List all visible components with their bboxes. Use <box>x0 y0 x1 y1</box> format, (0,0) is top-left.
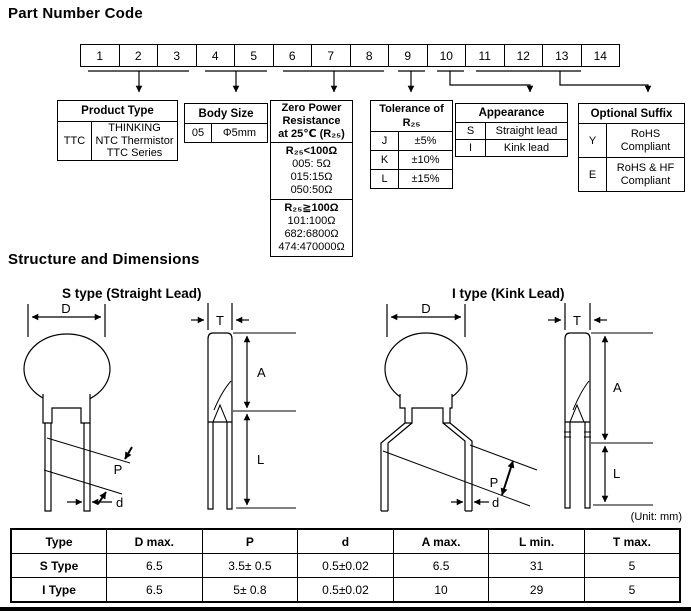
body-size-header: Body Size <box>185 104 267 124</box>
i-front-view <box>381 301 537 511</box>
optional-suffix-value: RoHS Compliant <box>620 127 671 153</box>
dim-table-cell: I Type <box>11 578 107 603</box>
dim-table-cell: 0.5±0.02 <box>298 578 394 603</box>
dim-table-cell: 3.5± 0.5 <box>202 554 298 578</box>
tolerance-value: ±15% <box>411 172 440 185</box>
part-code-digit: 6 <box>274 45 313 66</box>
dim-table-cell: 6.5 <box>107 578 203 603</box>
table-row <box>11 554 680 578</box>
appearance-box <box>455 103 568 157</box>
dim-table-header: A max. <box>393 529 489 554</box>
appearance-code: S <box>456 123 486 139</box>
appearance-row <box>456 122 567 139</box>
tolerance-header: Tolerance of R₂₅ <box>379 103 444 129</box>
tolerance-value: ±5% <box>414 134 437 147</box>
zero-power-item: 474:470000Ω <box>278 241 345 253</box>
dim-label-D: D <box>61 301 71 316</box>
section-title-structure-dimensions: Structure and Dimensions <box>8 251 200 268</box>
tolerance-code: L <box>371 170 399 188</box>
part-code-digit: 3 <box>158 45 197 66</box>
dim-table-header: L min. <box>489 529 585 554</box>
s-type-title: S type (Straight Lead) <box>62 286 202 301</box>
zero-power-low-section <box>271 143 352 199</box>
product-type-header: Product Type <box>58 101 177 122</box>
product-type-line: THINKING <box>108 122 161 135</box>
s-side-view <box>191 303 296 509</box>
dimension-drawings <box>0 280 691 515</box>
tolerance-row <box>371 131 452 150</box>
product-type-line: TTC Series <box>106 147 163 160</box>
section-title-part-number-code: Part Number Code <box>8 5 143 22</box>
table-row <box>11 578 680 603</box>
dim-label-A: A <box>613 380 622 395</box>
part-code-digit: 5 <box>235 45 274 66</box>
part-code-digit: 8 <box>351 45 390 66</box>
body-size-value: Φ5mm <box>222 126 257 139</box>
tolerance-row <box>371 150 452 169</box>
dim-label-d: d <box>116 495 124 510</box>
zero-power-high-title: R₂₅≧100Ω <box>284 202 339 214</box>
tolerance-code: K <box>371 151 399 169</box>
dim-table-cell: S Type <box>11 554 107 578</box>
part-code-digit: 9 <box>389 45 428 66</box>
optional-suffix-code: Y <box>579 124 607 157</box>
dim-label-L: L <box>257 452 265 467</box>
optional-suffix-value: RoHS & HF Compliant <box>616 161 675 187</box>
optional-suffix-header: Optional Suffix <box>590 107 673 120</box>
appearance-header: Appearance <box>478 107 545 119</box>
optional-suffix-row <box>579 123 684 157</box>
unit-note: (Unit: mm) <box>630 511 682 523</box>
appearance-value: Straight lead <box>495 124 558 137</box>
dim-label-L: L <box>613 466 621 481</box>
body-size-code: 05 <box>185 124 212 142</box>
product-type-code: TTC <box>58 122 92 160</box>
zero-power-item: 015:15Ω <box>290 171 333 183</box>
zero-power-item: 005: 5Ω <box>292 158 331 170</box>
page-bottom-rule <box>0 607 691 611</box>
zero-power-high-section <box>271 199 352 256</box>
dim-table-cell: 5 <box>584 554 680 578</box>
optional-suffix-code: E <box>579 158 607 191</box>
tolerance-row <box>371 169 452 188</box>
optional-suffix-row <box>579 157 684 191</box>
dim-label-T: T <box>573 313 581 328</box>
part-code-digit: 14 <box>593 48 607 63</box>
zero-power-item: 682:6800Ω <box>284 228 339 240</box>
dim-table-header: T max. <box>584 529 680 554</box>
optional-suffix-box <box>578 103 685 192</box>
part-code-digit: 7 <box>312 45 351 66</box>
dim-label-P: P <box>489 475 499 490</box>
dim-label-T: T <box>216 313 224 328</box>
part-code-digit: 10 <box>428 45 467 66</box>
dim-label-A: A <box>257 365 266 380</box>
i-type-title: I type (Kink Lead) <box>452 286 565 301</box>
dim-table-header: D max. <box>107 529 203 554</box>
dim-table-cell: 6.5 <box>107 554 203 578</box>
dim-label-P: P <box>113 462 123 477</box>
connector-lines <box>0 68 691 101</box>
zero-power-item: 050:50Ω <box>290 184 333 196</box>
dim-label-D: D <box>421 301 431 316</box>
dim-table-cell: 5 <box>584 578 680 603</box>
zero-power-resistance-box <box>270 100 353 257</box>
product-type-line: NTC Thermistor <box>95 134 174 147</box>
tolerance-code: J <box>371 132 399 150</box>
zero-power-header: Zero Power Resistance at 25℃ (R₂₅) <box>271 101 352 143</box>
part-number-digit-row <box>80 44 620 67</box>
product-type-box <box>57 100 178 161</box>
dim-table-header: d <box>298 529 394 554</box>
dim-table-header: Type <box>11 529 107 554</box>
appearance-value: Kink lead <box>503 141 550 154</box>
dimensions-table <box>10 528 681 603</box>
s-front-view <box>24 301 132 511</box>
tolerance-value: ±10% <box>411 153 440 166</box>
part-code-digit: 13 <box>543 45 582 66</box>
dim-table-cell: 5± 0.8 <box>202 578 298 603</box>
appearance-code: I <box>456 140 486 156</box>
body-size-box <box>184 103 268 143</box>
part-code-digit: 4 <box>197 45 236 66</box>
dim-table-cell: 29 <box>489 578 585 603</box>
part-code-digit: 1 <box>81 45 120 66</box>
dim-table-header-row <box>11 529 680 554</box>
part-code-digit: 12 <box>505 45 544 66</box>
part-code-digit: 2 <box>120 45 159 66</box>
zero-power-item: 101:100Ω <box>287 215 336 227</box>
dim-table-cell: 0.5±0.02 <box>298 554 394 578</box>
tolerance-box <box>370 100 453 189</box>
dim-table-cell: 31 <box>489 554 585 578</box>
dim-table-cell: 10 <box>393 578 489 603</box>
dim-table-cell: 6.5 <box>393 554 489 578</box>
dim-label-d: d <box>492 495 500 510</box>
appearance-row <box>456 139 567 156</box>
dim-table-header: P <box>202 529 298 554</box>
part-code-digit: 11 <box>466 45 505 66</box>
zero-power-low-title: R₂₅<100Ω <box>285 145 338 157</box>
i-side-view <box>548 303 653 508</box>
